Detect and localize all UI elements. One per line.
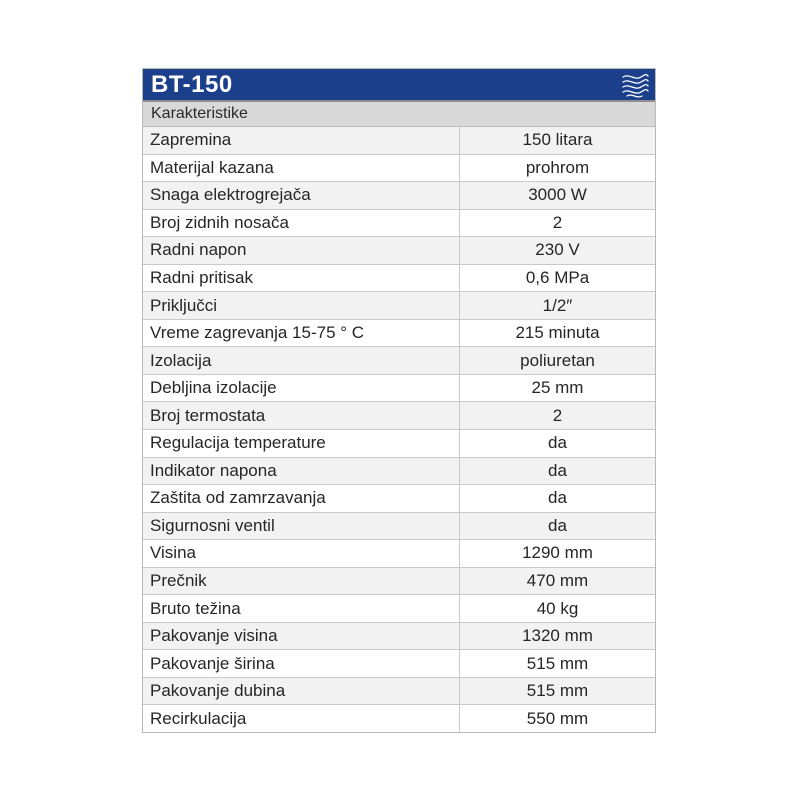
table-row xyxy=(143,705,655,732)
spec-value: da xyxy=(548,433,567,453)
spec-label: Izolacija xyxy=(143,347,460,374)
spec-label: Vreme zagrevanja 15-75 ° C xyxy=(143,320,460,347)
spec-value: 1290 mm xyxy=(522,543,593,563)
spec-label: Broj zidnih nosača xyxy=(143,210,460,237)
spec-value: 40 kg xyxy=(536,598,579,618)
table-row xyxy=(143,485,655,513)
table-row xyxy=(143,568,655,596)
spec-value: 3000 W xyxy=(528,185,587,205)
table-row xyxy=(143,320,655,348)
table-row xyxy=(143,347,655,375)
table-row xyxy=(143,265,655,293)
spec-value: 150 litara xyxy=(522,130,593,150)
table-row xyxy=(143,458,655,486)
table-row xyxy=(143,237,655,265)
spec-value: 2 xyxy=(552,212,563,232)
spec-label: Zapremina xyxy=(143,127,460,154)
section-label: Karakteristike xyxy=(151,105,248,122)
spec-value: 1320 mm xyxy=(522,626,593,646)
spec-value: 230 V xyxy=(535,240,580,260)
spec-label: Bruto težina xyxy=(143,595,460,622)
spec-rows xyxy=(143,127,655,732)
table-row xyxy=(143,540,655,568)
spec-value: da xyxy=(548,488,567,508)
spec-label: Prečnik xyxy=(143,568,460,595)
spec-label: Broj termostata xyxy=(143,402,460,429)
spec-label: Radni pritisak xyxy=(143,265,460,292)
spec-label: Radni napon xyxy=(143,237,460,264)
spec-value: 515 mm xyxy=(526,653,589,673)
table-row xyxy=(143,375,655,403)
spec-label: Materijal kazana xyxy=(143,155,460,182)
table-row xyxy=(143,182,655,210)
table-row xyxy=(143,402,655,430)
table-row xyxy=(143,623,655,651)
spec-value: 515 mm xyxy=(526,681,589,701)
spec-label: Pakovanje širina xyxy=(143,650,460,677)
table-row xyxy=(143,155,655,183)
table-row xyxy=(143,210,655,238)
section-header xyxy=(143,102,655,127)
table-row xyxy=(143,650,655,678)
spec-value: 1/2″ xyxy=(542,295,573,315)
spec-value: prohrom xyxy=(525,157,590,177)
spec-label: Priključci xyxy=(143,292,460,319)
table-row xyxy=(143,595,655,623)
table-row xyxy=(143,430,655,458)
spec-table xyxy=(142,68,656,733)
spec-label: Visina xyxy=(143,540,460,567)
spec-value: 2 xyxy=(552,405,563,425)
spec-value: 25 mm xyxy=(531,378,584,398)
spec-label: Debljina izolacije xyxy=(143,375,460,402)
product-title: BT-150 xyxy=(151,70,233,98)
spec-value: da xyxy=(548,460,567,480)
spec-value: 470 mm xyxy=(526,571,589,591)
spec-value: da xyxy=(548,515,567,535)
wave-lines-icon xyxy=(620,72,650,99)
spec-label: Indikator napona xyxy=(143,458,460,485)
table-row xyxy=(143,513,655,541)
table-row xyxy=(143,127,655,155)
spec-label: Pakovanje dubina xyxy=(143,678,460,705)
table-row xyxy=(143,292,655,320)
spec-label: Pakovanje visina xyxy=(143,623,460,650)
table-row xyxy=(143,678,655,706)
title-bar xyxy=(143,69,655,102)
spec-label: Regulacija temperature xyxy=(143,430,460,457)
spec-label: Zaštita od zamrzavanja xyxy=(143,485,460,512)
spec-value: 550 mm xyxy=(526,708,589,728)
spec-value: 0,6 MPa xyxy=(525,268,590,287)
spec-value: 215 minuta xyxy=(515,323,600,343)
spec-label: Snaga elektrogrejača xyxy=(143,182,460,209)
spec-value: poliuretan xyxy=(520,350,595,370)
spec-label: Sigurnosni ventil xyxy=(143,513,460,540)
spec-label: Recirkulacija xyxy=(143,705,460,732)
